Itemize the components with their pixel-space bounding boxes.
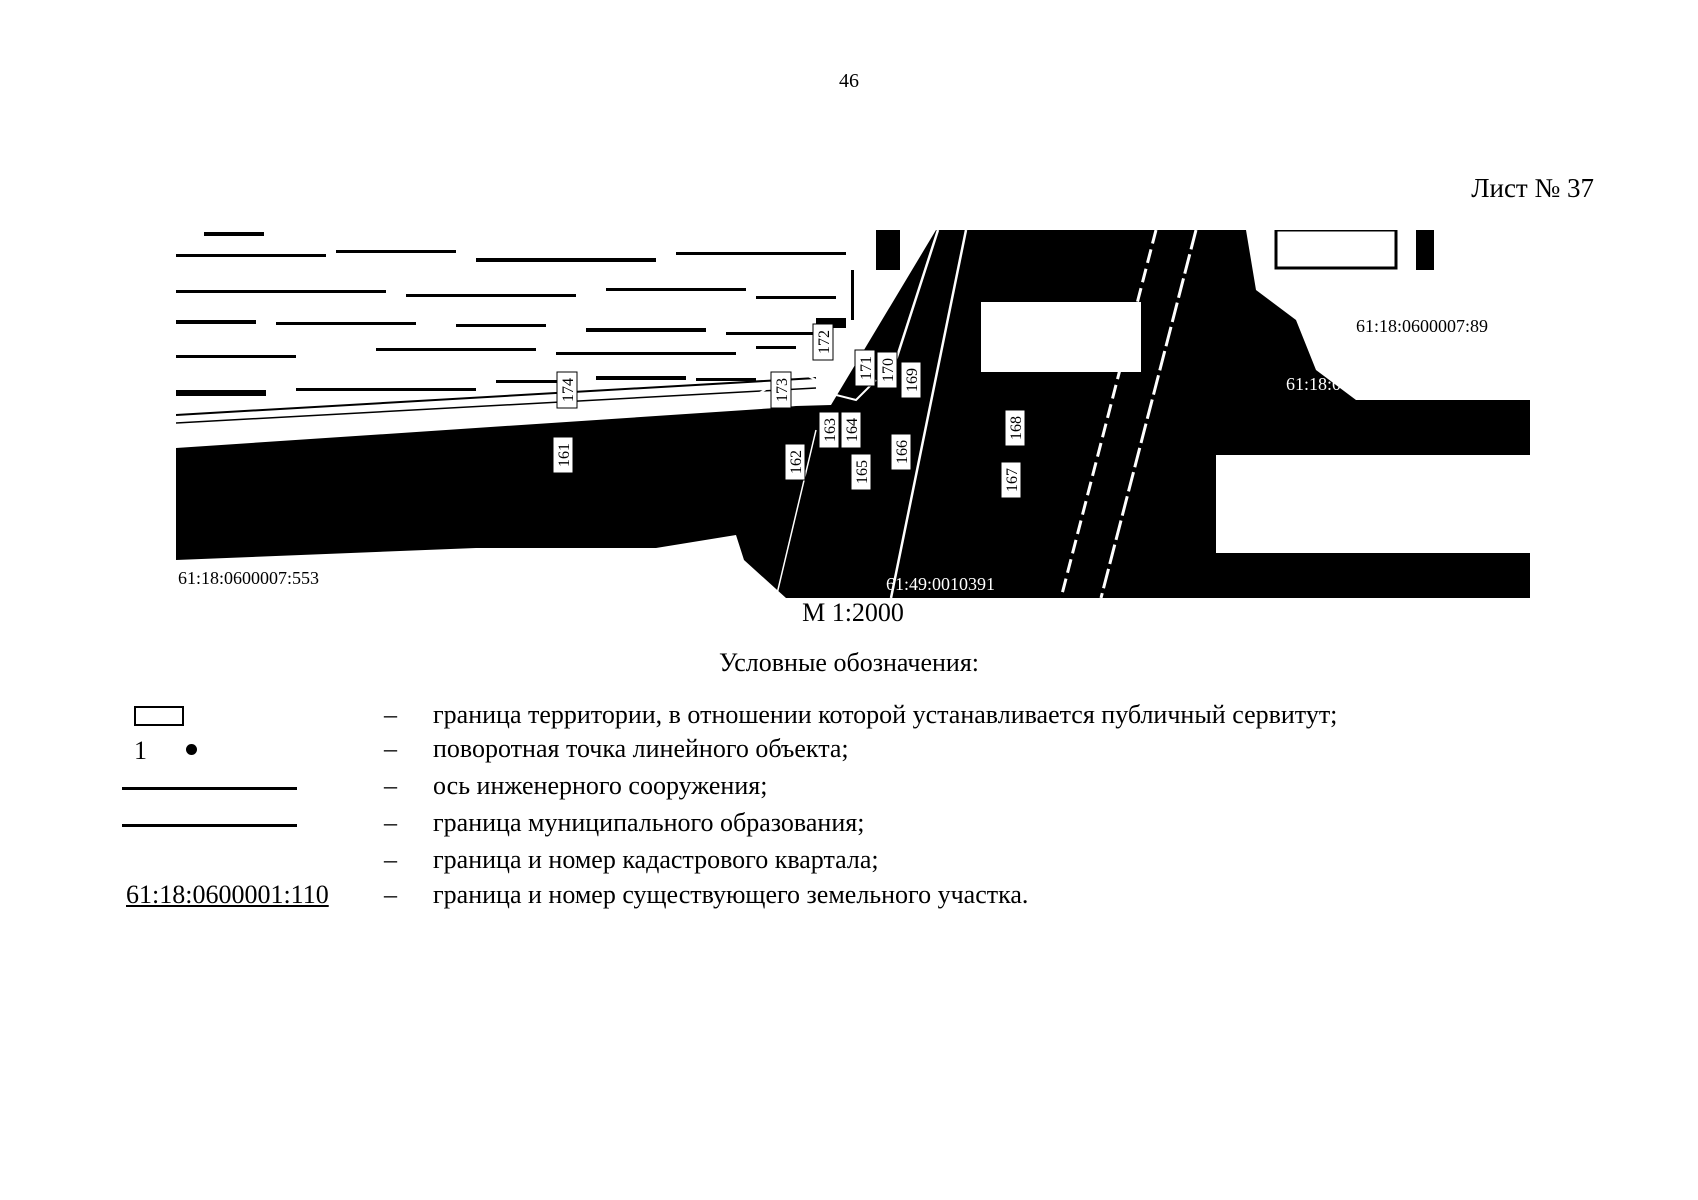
point-label: 170 <box>880 358 897 382</box>
solid-line-icon <box>122 787 297 790</box>
map-scale <box>0 598 1698 628</box>
cadastral-label: 61:18:060 <box>1286 374 1360 394</box>
legend-symbol <box>120 878 360 914</box>
point-label: 174 <box>560 378 577 402</box>
legend-symbol <box>120 732 360 768</box>
point-label: 173 <box>774 378 791 402</box>
legend-dash: – <box>384 808 397 837</box>
parcel-number-example: 61:18:0600001:110 <box>126 880 329 909</box>
legend-text: граница и номер существующего земельного участка. <box>433 880 1029 909</box>
legend-symbol <box>120 806 360 842</box>
legend-symbol <box>120 843 360 879</box>
legend-symbol <box>120 769 360 805</box>
legend-dash: – <box>384 700 397 729</box>
legend-text: граница муниципального образования; <box>433 808 865 837</box>
legend-text: поворотная точка линейного объекта; <box>433 734 849 763</box>
rectangle-outline-icon <box>134 706 184 726</box>
point-label: 162 <box>788 450 805 474</box>
legend-title: Условные обозначения: <box>718 648 980 677</box>
legend-dash: – <box>384 880 397 909</box>
solid-line-icon <box>122 824 297 827</box>
legend-dash: – <box>384 845 397 874</box>
legend-row <box>0 732 1698 768</box>
legend-row <box>0 878 1698 914</box>
point-label: 169 <box>904 368 921 392</box>
legend-text: ось инженерного сооружения; <box>433 771 768 800</box>
page-number: 46 <box>839 70 859 92</box>
cadastral-map <box>176 230 1530 598</box>
map-scale-text: М 1:2000 <box>802 598 904 627</box>
point-label: 163 <box>822 418 839 442</box>
legend-dash: – <box>384 734 397 763</box>
point-label: 168 <box>1008 416 1025 440</box>
map-image <box>176 230 1530 598</box>
point-label: 167 <box>1004 468 1021 492</box>
map-building <box>981 302 1141 372</box>
legend-row <box>0 769 1698 805</box>
point-label: 172 <box>816 330 833 354</box>
point-label: 166 <box>894 440 911 464</box>
point-label: 165 <box>854 460 871 484</box>
cadastral-label: 61:18:0600007:553 <box>178 568 320 588</box>
legend-text: граница и номер кадастрового квартала; <box>433 845 879 874</box>
legend-row <box>0 806 1698 842</box>
point-label: 164 <box>844 418 861 442</box>
point-dot-icon <box>186 744 197 755</box>
point-label: 171 <box>858 356 875 380</box>
sheet-label: Лист № 37 <box>1471 173 1594 203</box>
point-number: 1 <box>134 736 147 765</box>
legend-text: граница территории, в отношении которой устанавливается публичный сервитут; <box>433 700 1338 729</box>
point-label: 161 <box>556 443 573 467</box>
cadastral-label: 61:18:0600007:89 <box>1356 316 1489 336</box>
legend-row <box>0 698 1698 734</box>
legend-row <box>0 843 1698 879</box>
map-building <box>1216 455 1530 553</box>
legend-dash: – <box>384 771 397 800</box>
legend-symbol <box>120 698 360 734</box>
cadastral-label: 61:49:0010391 <box>886 574 996 594</box>
